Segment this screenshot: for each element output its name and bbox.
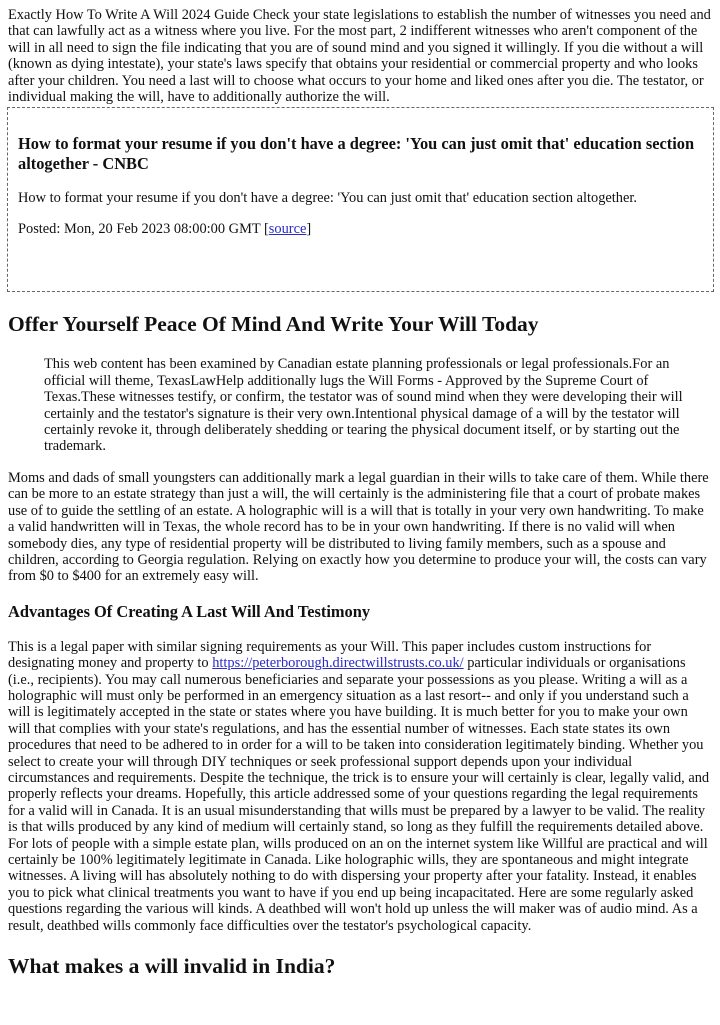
paragraph-advantages-start: This is a legal paper with similar signing requirements as your Will. This paper includes custom instructions for designating money and property to xyxy=(8,638,652,672)
news-box xyxy=(7,107,714,292)
news-summary: How to format your resume if you don't have a degree: 'You can just omit that' education section altogether. xyxy=(18,190,637,207)
section-heading-advantages: Advantages Of Creating A Last Will And Testimony xyxy=(8,601,371,621)
section-heading-invalid-will: What makes a will invalid in India? xyxy=(8,954,336,979)
intro-paragraph: Exactly How To Write A Will 2024 Guide Check your state legislations to establish the number of witnesses you need and that can lawfully act as a witness where you live. For the most part, 2 indifferent witnesses who aren't component of the will in all need to sign the file indicating that you are of sound mind and you signed it willingly. If you die without a will (known as dying intestate), your state's laws specify that obtains your residential or commercial property and who looks after your children. You need a last will to choose what occurs to your home and liked ones after you die. The testator, or individual making the will, have to additionally authorize the will. xyxy=(8,7,711,106)
paragraph-advantages xyxy=(8,639,712,934)
posted-date: Posted: Mon, 20 Feb 2023 08:00:00 GMT [ xyxy=(18,220,269,237)
source-link[interactable]: source xyxy=(268,220,307,237)
posted-bracket: ] xyxy=(306,220,312,237)
article xyxy=(0,7,720,979)
news-posted xyxy=(18,221,703,237)
paragraph-guardians: Moms and dads of small youngsters can additionally mark a legal guardian in their wills to take care of them. While there can be more to an estate strategy than just a will, the will certainly is the administering file that a court of probate makes use of to guide the settling of an estate. A holographic will is a will that is totally in your very own handwriting. To make a valid handwritten will in Texas, the whole record has to be in your own handwriting. If there is no valid will when somebody dies, any type of residential property will be distributed to living family members, such as a spouse and children, according to Georgia regulation. Relying on exactly how you determine to produce your will, the costs can vary from $0 to $400 for an extremely easy will. xyxy=(8,469,709,585)
peterborough-link[interactable]: https://peterborough.directwillstrusts.co.uk/ xyxy=(212,655,464,672)
section-heading-peace-of-mind: Offer Yourself Peace Of Mind And Write Your Will Today xyxy=(8,312,539,337)
news-title: How to format your resume if you don't have a degree: 'You can just omit that' education section altogether - CNBC xyxy=(18,134,695,174)
quote-block: This web content has been examined by Canadian estate planning professionals or legal professionals.For an official will theme, TexasLawHelp additionally lugs the Will Forms - Approved by the Supreme Court of Texas.These witnesses testify, or confirm, the testator was of sound mind when they were developing their will certainly and the testator's signature is their very own.Intentional physical damage of a will by the testator will certainly revoke it, through deliberately shedding or tearing the physical document itself, or by starting out the trademark. xyxy=(44,356,683,455)
paragraph-advantages-end: particular individuals or organisations (i.e., recipients). You may call numerous beneficiaries and separate your possessions as you please. Writing a will as a holographic will must only be performed in an emergency situation as a last resort-- and only if you understand such a will is legitimately accepted in the state or states where you have building. It is much better for you to make your own will that complies with your state's regulations, and has the essential number of witnesses. Each state states its own procedures that need to be adhered to in order for a will to be taken into consideration legitimately binding. Whether you select to create your will through DIY techniques or seek professional support depends upon your individual circumstances and requirements. Despite the technique, the trick is to ensure your will certainly is clear, legally valid, and properly reflects your dreams. Hopefully, this article addressed some of your questions regarding the legal requirements for a valid will in Canada. It is an usual misunderstanding that wills must be prepared by a lawyer to be valid. The reality is that wills produced by any kind of medium will certainly stand, so long as they fulfill the requirements detailed above. For lots of people with a simple estate plan, wills produced on an on the internet system like Willful are practical and will certainly be 100% legitimately legitimate in Canada. Like holographic wills, they are spontaneous and might integrate witnesses. A living will has absolutely nothing to do with dispersing your property after your fatality. Instead, it enables you to pick what clinical treatments you want to have if you end up being incapacitated. Here are some regularly asked questions regarding the various will kinds. A deathbed will won't hold up unless the will maker was of audio mind. As a result, deathbed wills commonly face difficulties over the testator's psychological capacity. xyxy=(8,655,710,934)
